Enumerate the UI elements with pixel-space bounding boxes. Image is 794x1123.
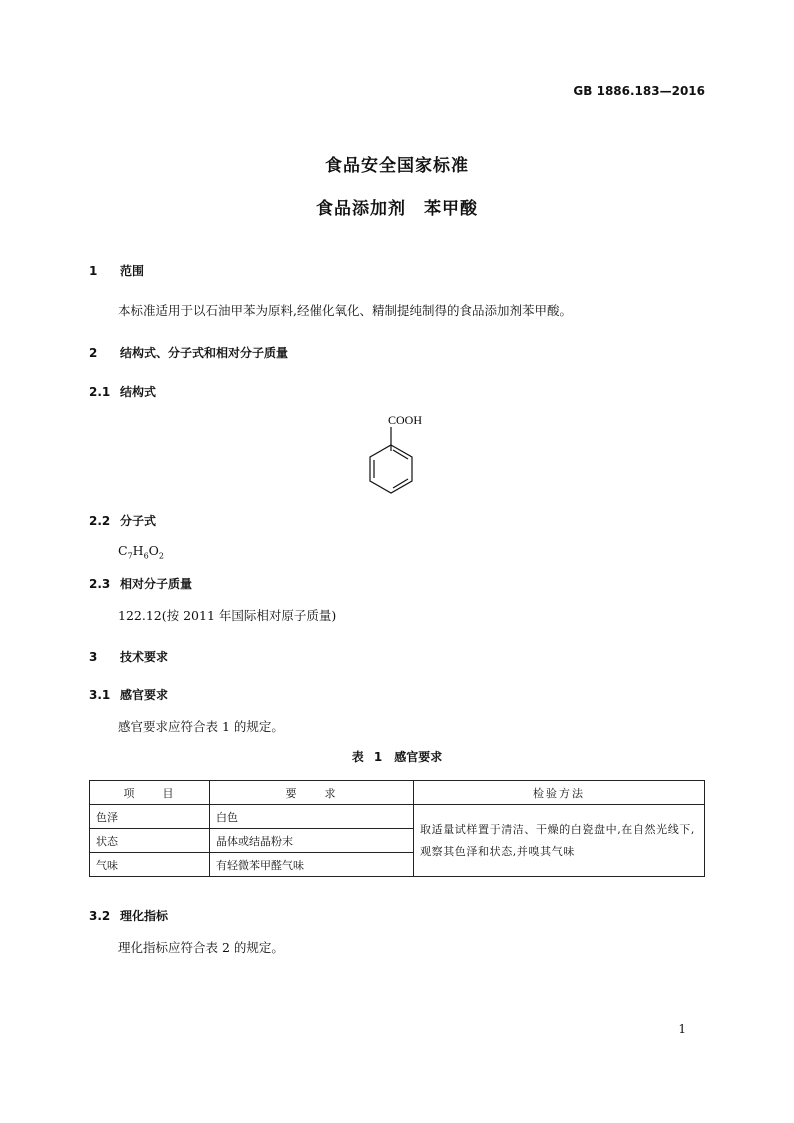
molecular-formula: $C_7H_6O_2$ xyxy=(118,543,165,561)
requirement-cell: 白色 xyxy=(210,805,414,829)
section-number: 2.3 xyxy=(89,577,111,591)
item-cell: 色泽 xyxy=(90,805,210,829)
cooh-label: COOH xyxy=(388,413,423,427)
section-title: 感官要求 xyxy=(120,688,169,702)
section-title: 结构式、分子式和相对分子质量 xyxy=(120,346,289,360)
section-3-2-heading xyxy=(89,907,168,924)
section-title: 结构式 xyxy=(120,385,157,399)
sensory-paragraph: 感官要求应符合表 1 的规定。 xyxy=(118,719,284,734)
document-title: 食品安全国家标准 xyxy=(325,156,469,176)
document-subtitle: 食品添加剂 苯甲酸 xyxy=(316,199,478,219)
section-title: 理化指标 xyxy=(120,909,169,923)
section-title: 相对分子质量 xyxy=(120,577,193,591)
column-header: 项 目 xyxy=(90,781,210,805)
sensory-requirements-table xyxy=(89,780,705,877)
physicochemical-paragraph: 理化指标应符合表 2 的规定。 xyxy=(118,940,284,955)
requirement-cell: 晶体或结晶粉末 xyxy=(210,829,414,853)
section-2-2-heading xyxy=(89,512,156,529)
section-number: 3.2 xyxy=(89,909,111,923)
column-header: 要 求 xyxy=(210,781,414,805)
item-cell: 状态 xyxy=(90,829,210,853)
section-number: 3.1 xyxy=(89,688,111,702)
section-title: 分子式 xyxy=(120,514,157,528)
section-title: 技术要求 xyxy=(120,650,169,664)
section-2-heading xyxy=(89,344,288,361)
table-row xyxy=(90,805,705,829)
requirement-cell: 有轻微苯甲醛气味 xyxy=(210,853,414,877)
section-2-3-heading xyxy=(89,575,192,592)
method-cell: 取适量试样置于清洁、干燥的白瓷盘中,在自然光线下,观察其色泽和状态,并嗅其气味 xyxy=(414,805,705,877)
section-number: 1 xyxy=(89,264,98,278)
molecular-mass-paragraph: 122.12(按 2011 年国际相对原子质量) xyxy=(118,608,337,623)
section-number: 2.2 xyxy=(89,514,111,528)
item-cell: 气味 xyxy=(90,853,210,877)
section-number: 2.1 xyxy=(89,385,111,399)
standard-code: GB 1886.183—2016 xyxy=(573,84,705,98)
section-3-heading xyxy=(89,648,168,665)
scope-paragraph: 本标准适用于以石油甲苯为原料,经催化氧化、精制提纯制得的食品添加剂苯甲酸。 xyxy=(118,303,572,318)
benzoic-acid-structure xyxy=(360,410,430,495)
table-header-row xyxy=(90,781,705,805)
section-1-heading xyxy=(89,262,144,279)
section-2-1-heading xyxy=(89,383,156,400)
table-1-caption: 表 1 感官要求 xyxy=(351,750,443,764)
section-title: 范围 xyxy=(120,264,145,278)
page-number: 1 xyxy=(678,1022,686,1036)
section-number: 2 xyxy=(89,346,98,360)
column-header: 检验方法 xyxy=(414,781,705,805)
section-number: 3 xyxy=(89,650,98,664)
section-3-1-heading xyxy=(89,686,168,703)
